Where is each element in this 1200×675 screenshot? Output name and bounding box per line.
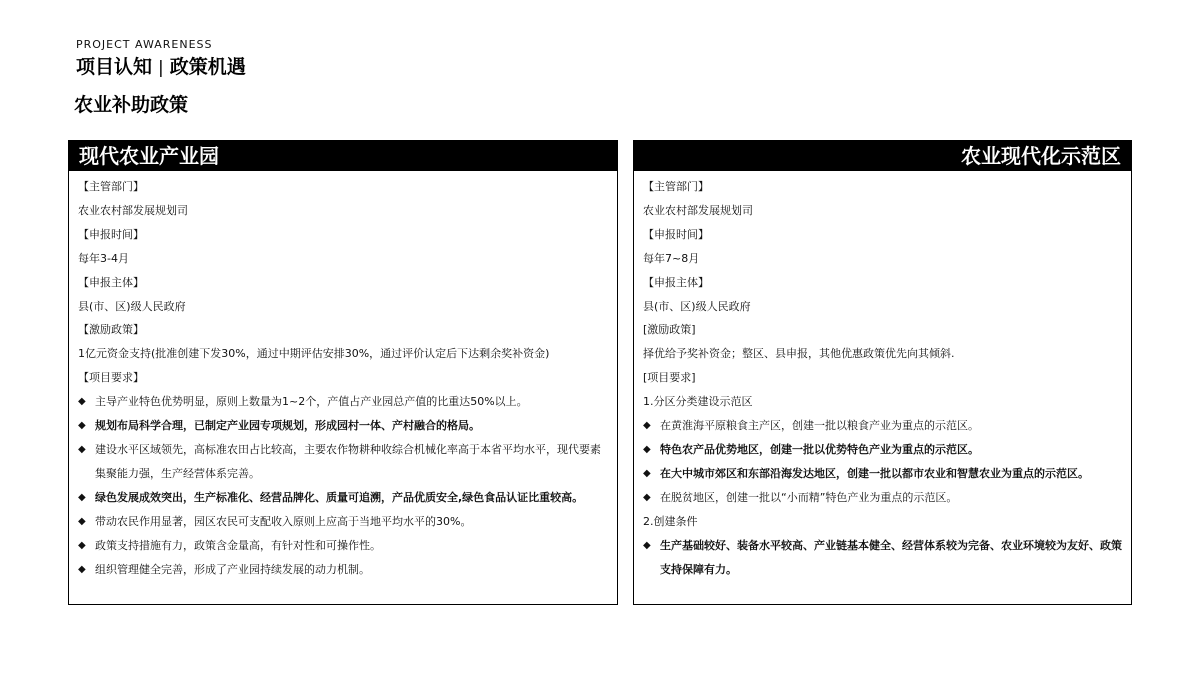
- list-item: ◆ 在脱贫地区，创建一批以“小而精”特色产业为重点的示范区。: [643, 486, 1131, 510]
- list-item: ◆ 主导产业特色优势明显，原则上数量为1~2个，产值占产业园总产值的比重达50%以上。: [78, 390, 617, 414]
- card-agri-modernization-demo-zone: [633, 140, 1132, 605]
- label-incentive: [激励政策]: [643, 323, 696, 337]
- value-applicant: 县(市、区)级人民政府: [643, 299, 751, 313]
- label-incentive: 【激励政策】: [78, 323, 144, 337]
- diamond-bullet-icon: ◆: [643, 491, 651, 503]
- value-dept: 农业农村部发展规划司: [78, 203, 188, 217]
- value-applicant: 县(市、区)级人民政府: [78, 299, 186, 313]
- label-applicant: 【申报主体】: [643, 275, 709, 289]
- page-title-left: 项目认知: [76, 56, 153, 78]
- value-incentive: 1亿元资金支持(批准创建下发30%，通过中期评估安排30%，通过评价认定后下达剩余奖补资金): [78, 347, 550, 361]
- label-dept: 【主管部门】: [643, 180, 709, 193]
- diamond-bullet-icon: ◆: [643, 420, 651, 432]
- list-item: ◆ 特色农产品优势地区，创建一批以优势特色产业为重点的示范区。: [643, 438, 1131, 462]
- card-modern-agri-park: [68, 140, 618, 605]
- subheading-conditions: 2.创建条件: [643, 514, 698, 528]
- list-item: ◆ 带动农民作用显著，园区农民可支配收入原则上应高于当地平均水平的30%。: [78, 510, 617, 534]
- diamond-bullet-icon: ◆: [78, 539, 86, 551]
- header-english-label: PROJECT AWARENESS: [76, 38, 213, 51]
- value-time: 每年3-4月: [78, 251, 129, 265]
- diamond-bullet-icon: ◆: [643, 467, 651, 479]
- diamond-bullet-icon: ◆: [78, 515, 86, 527]
- list-item: ◆ 在大中城市郊区和东部沿海发达地区，创建一批以都市农业和智慧农业为重点的示范区。: [643, 462, 1131, 486]
- label-applicant: 【申报主体】: [78, 275, 144, 289]
- diamond-bullet-icon: ◆: [78, 563, 86, 575]
- diamond-bullet-icon: ◆: [78, 396, 86, 408]
- card-title: 现代农业产业园: [69, 141, 617, 171]
- list-item: ◆ 政策支持措施有力，政策含金量高，有针对性和可操作性。: [78, 534, 617, 558]
- value-dept: 农业农村部发展规划司: [643, 203, 753, 217]
- label-requirements: [项目要求]: [643, 371, 696, 385]
- diamond-bullet-icon: ◆: [78, 491, 86, 503]
- list-item: ◆ 建设水平区域领先，高标准农田占比较高，主要农作物耕种收综合机械化率高于本省平均水平，现代要素集聚能力强，生产经营体系完善。: [78, 438, 617, 486]
- label-time: 【申报时间】: [78, 227, 144, 241]
- subheading-zoning: 1.分区分类建设示范区: [643, 395, 753, 409]
- label-dept: 【主管部门】: [78, 180, 144, 193]
- card-title: 农业现代化示范区: [634, 141, 1131, 171]
- diamond-bullet-icon: ◆: [643, 539, 651, 551]
- value-time: 每年7~8月: [643, 251, 700, 265]
- list-item: ◆ 组织管理健全完善，形成了产业园持续发展的动力机制。: [78, 558, 617, 582]
- list-item: ◆ 在黄淮海平原粮食主产区，创建一批以粮食产业为重点的示范区。: [643, 414, 1131, 438]
- label-time: 【申报时间】: [643, 227, 709, 241]
- card-body: [69, 171, 617, 581]
- value-incentive: 择优给予奖补资金；整区、县申报，其他优惠政策优先向其倾斜.: [643, 347, 955, 361]
- card-body: [634, 171, 1131, 581]
- page-title: [76, 52, 246, 79]
- title-separator: |: [158, 58, 164, 78]
- diamond-bullet-icon: ◆: [643, 443, 651, 455]
- list-item: ◆ 规划布局科学合理，已制定产业园专项规划，形成园村一体、产村融合的格局。: [78, 414, 617, 438]
- diamond-bullet-icon: ◆: [78, 443, 86, 455]
- label-requirements: 【项目要求】: [78, 371, 144, 385]
- list-item: ◆ 生产基础较好、装备水平较高、产业链基本健全、经营体系较为完备、农业环境较为友好、政策支持保障有力。: [643, 534, 1131, 582]
- diamond-bullet-icon: ◆: [78, 420, 86, 432]
- list-item: ◆ 绿色发展成效突出，生产标准化、经营品牌化、质量可追溯，产品优质安全,绿色食品认证比重较高。: [78, 486, 617, 510]
- section-title: 农业补助政策: [74, 94, 189, 116]
- page-title-right: 政策机遇: [169, 56, 246, 78]
